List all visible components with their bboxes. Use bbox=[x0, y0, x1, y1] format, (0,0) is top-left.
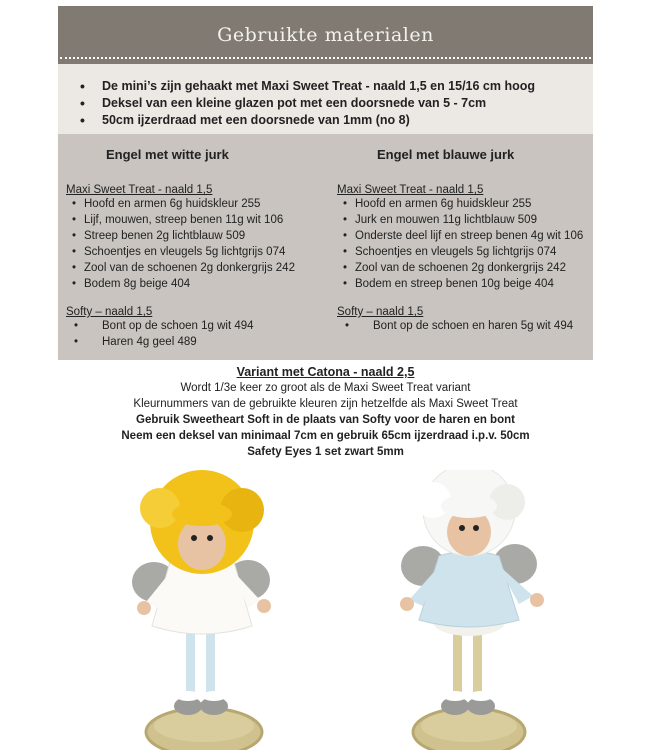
list-item: • Lijf, mouwen, streep benen 11g wit 106 bbox=[84, 212, 336, 228]
section-header bbox=[58, 6, 593, 64]
list-item: • Hoofd en armen 6g huidskleur 255 bbox=[84, 196, 336, 212]
intro-item: • 50cm ijzerdraad met een doorsnede van 1mm (no 8) bbox=[102, 112, 593, 129]
list-item: • Haren 4g geel 489 bbox=[102, 334, 336, 350]
list-item: • Schoentjes en vleugels 5g lichtgrijs 074 bbox=[355, 244, 593, 260]
maxi-list bbox=[337, 196, 593, 292]
white-dress-column bbox=[66, 134, 336, 350]
list-item: • Hoofd en armen 6g huidskleur 255 bbox=[355, 196, 593, 212]
variant-line: Kleurnummers van de gebruikte kleuren zijn hetzelfde als Maxi Sweet Treat bbox=[133, 398, 518, 410]
variant-line: Safety Eyes 1 set zwart 5mm bbox=[247, 446, 404, 458]
variant-line: Gebruik Sweetheart Soft in de plaats van Softy voor de haren en bont bbox=[136, 414, 515, 426]
list-item: • Jurk en mouwen 11g lichtblauw 509 bbox=[355, 212, 593, 228]
variant-title: Variant met Catona - naald 2,5 bbox=[236, 365, 415, 379]
list-item: • Zool van de schoenen 2g donkergrijs 242 bbox=[355, 260, 593, 276]
list-item: • Bodem en streep benen 10g beige 404 bbox=[355, 276, 593, 292]
variant-section bbox=[58, 364, 593, 460]
intro-list bbox=[58, 64, 593, 129]
angel-blue-dress-photo bbox=[385, 470, 565, 750]
intro-item: • De mini’s zijn gehaakt met Maxi Sweet Treat - naald 1,5 en 15/16 cm hoog bbox=[102, 78, 593, 95]
maxi-heading: Maxi Sweet Treat - naald 1,5 bbox=[66, 184, 213, 196]
softy-heading: Softy – naald 1,5 bbox=[66, 306, 153, 318]
blue-dress-column bbox=[337, 134, 593, 334]
list-item: • Bodem 8g beige 404 bbox=[84, 276, 336, 292]
variant-line: Wordt 1/3e keer zo groot als de Maxi Sweet Treat variant bbox=[180, 382, 471, 394]
list-item: • Onderste deel lijf en streep benen 4g wit 106 bbox=[355, 228, 593, 244]
softy-heading: Softy – naald 1,5 bbox=[337, 306, 424, 318]
list-item: • Streep benen 2g lichtblauw 509 bbox=[84, 228, 336, 244]
maxi-heading: Maxi Sweet Treat - naald 1,5 bbox=[337, 184, 484, 196]
angel-white-dress-photo bbox=[120, 470, 300, 750]
header-title: Gebruikte materialen bbox=[217, 24, 434, 46]
dotted-divider-top bbox=[60, 57, 591, 59]
column-title: Engel met blauwe jurk bbox=[377, 147, 515, 162]
softy-list bbox=[337, 318, 593, 334]
column-title: Engel met witte jurk bbox=[106, 147, 229, 162]
list-item: • Bont op de schoen en haren 5g wit 494 bbox=[373, 318, 593, 334]
materials-columns bbox=[58, 134, 593, 360]
list-item: • Zool van de schoenen 2g donkergrijs 242 bbox=[84, 260, 336, 276]
list-item: • Bont op de schoen 1g wit 494 bbox=[102, 318, 336, 334]
softy-list bbox=[66, 318, 336, 350]
list-item: • Schoentjes en vleugels 5g lichtgrijs 074 bbox=[84, 244, 336, 260]
variant-line: Neem een deksel van minimaal 7cm en gebruik 65cm ijzerdraad i.p.v. 50cm bbox=[121, 430, 530, 442]
intro-item: • Deksel van een kleine glazen pot met een doorsnede van 5 - 7cm bbox=[102, 95, 593, 112]
maxi-list bbox=[66, 196, 336, 292]
intro-section bbox=[58, 64, 593, 134]
